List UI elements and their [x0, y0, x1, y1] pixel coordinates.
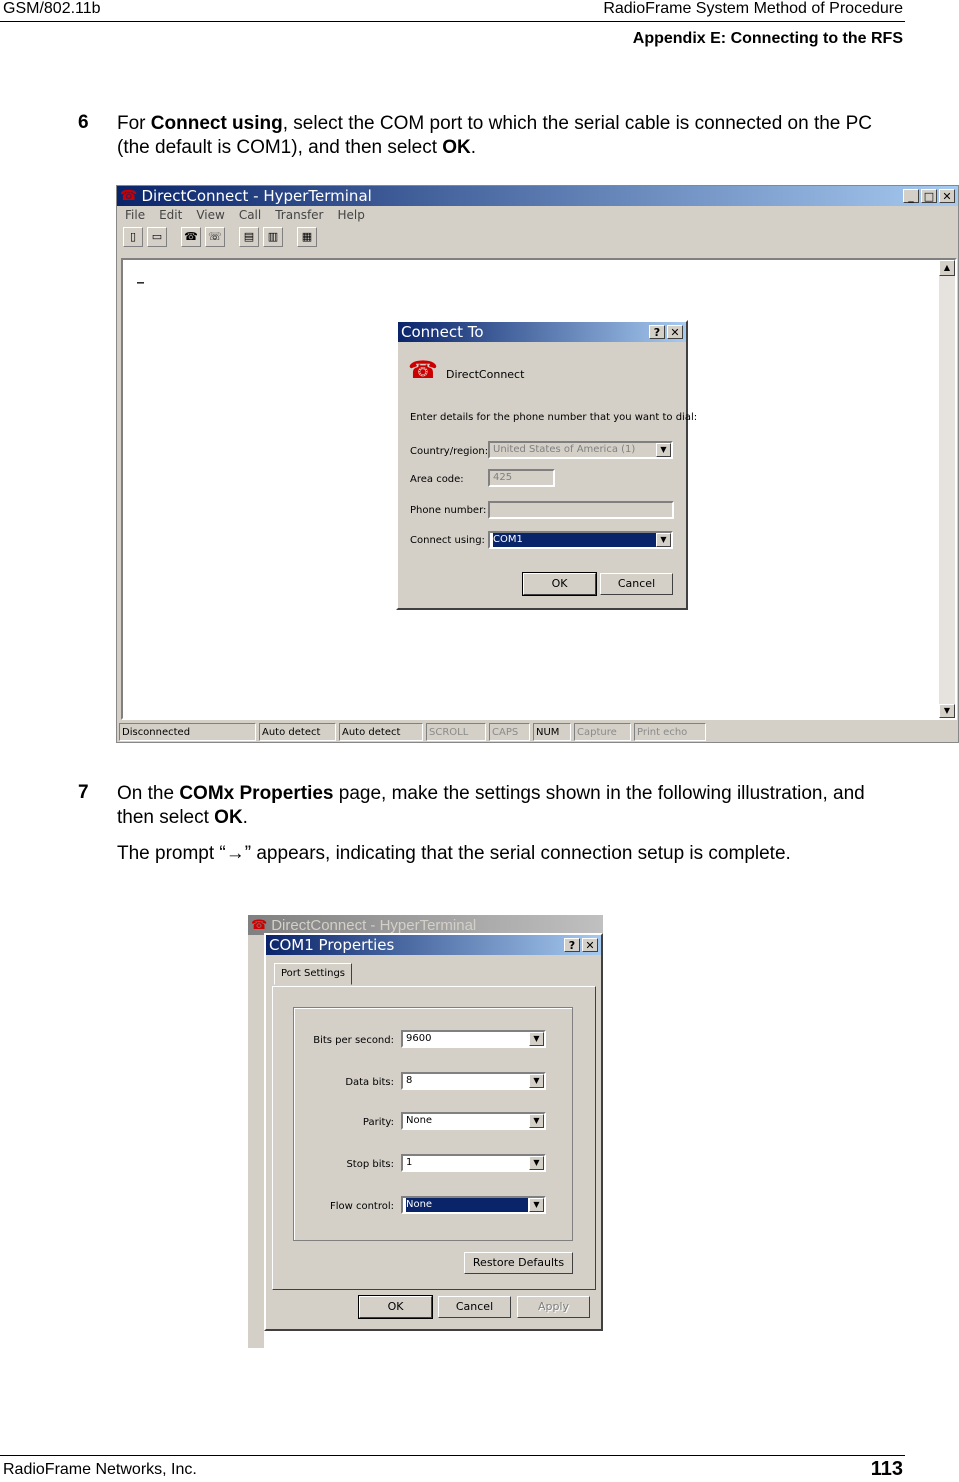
com1-screenshot	[248, 915, 603, 1348]
step-7-mid: page, make the settings shown in the following illustration, and then select	[117, 783, 865, 828]
background-hyperterminal-titlebar	[248, 915, 603, 935]
terminal-cursor: _	[137, 268, 144, 284]
tab-port-settings[interactable]: Port Settings	[274, 963, 352, 985]
status-print-echo: Print echo	[634, 723, 706, 741]
terminal-scrollbar[interactable]	[939, 260, 955, 718]
dialog-close-button[interactable]: ✕	[667, 325, 683, 339]
country-value: United States of America (1)	[493, 444, 636, 455]
hyperterminal-window	[116, 185, 959, 743]
hyperterminal-title: DirectConnect - HyperTerminal	[141, 187, 372, 205]
chevron-down-icon[interactable]: ▼	[529, 1156, 544, 1170]
status-autodetect-2: Auto detect	[339, 723, 423, 741]
help-button[interactable]: ?	[564, 938, 580, 952]
properties-icon[interactable]: ▦	[297, 227, 317, 247]
connection-name: DirectConnect	[446, 368, 525, 381]
connect-to-titlebar	[398, 322, 686, 342]
hyperterminal-titlebar	[117, 186, 958, 206]
toolbar	[117, 224, 958, 250]
maximize-button[interactable]: □	[921, 189, 937, 203]
dialog-prompt: Enter details for the phone number that you want to dial:	[410, 412, 698, 423]
send-icon[interactable]: ▤	[239, 227, 259, 247]
connect-icon[interactable]: ☎	[181, 227, 201, 247]
menu-file[interactable]: File	[125, 208, 146, 222]
step-7-number: 7	[78, 782, 89, 803]
status-bar	[119, 723, 957, 742]
phone-icon: ☎	[251, 917, 268, 932]
receive-icon[interactable]: ▥	[263, 227, 283, 247]
data-bits-label: Data bits:	[345, 1077, 394, 1088]
phone-number-label: Phone number:	[410, 505, 487, 516]
step-6-pre: For	[117, 113, 151, 134]
chevron-down-icon[interactable]: ▼	[529, 1074, 544, 1088]
header-rule	[0, 21, 905, 22]
flow-control-select[interactable]	[401, 1196, 546, 1214]
status-capture: Capture	[574, 723, 631, 741]
step-7-ok: OK	[214, 807, 243, 828]
phone-icon: ☎	[120, 188, 138, 204]
minimize-button[interactable]: _	[903, 189, 919, 203]
step-7-prompt-note: The prompt “→” appears, indicating that the serial connection setup is complete.	[117, 843, 791, 864]
step-6-mid: , select the COM port to which the serial cable is connected on the PC (the default is COM1), and then select	[117, 113, 873, 158]
connect-using-select[interactable]	[488, 531, 673, 549]
scroll-up-icon[interactable]: ▲	[939, 260, 955, 276]
step-6-post: .	[470, 137, 477, 158]
header-doc-title: RadioFrame System Method of Procedure	[603, 0, 903, 17]
background-hyperterminal-title: DirectConnect - HyperTerminal	[271, 916, 477, 934]
scroll-down-icon[interactable]: ▼	[939, 704, 955, 718]
chevron-down-icon[interactable]: ▼	[529, 1114, 544, 1128]
country-select[interactable]	[488, 441, 673, 459]
help-button[interactable]: ?	[649, 325, 665, 339]
step-6-ok: OK	[442, 137, 471, 158]
step-6-term: Connect using	[150, 113, 283, 134]
parity-select[interactable]	[401, 1112, 546, 1130]
data-bits-select[interactable]	[401, 1072, 546, 1090]
com1-titlebar	[266, 935, 601, 955]
dialog-close-button[interactable]: ✕	[582, 938, 598, 952]
bits-per-second-value: 9600	[406, 1033, 432, 1044]
header-doc-id: GSM/802.11b	[3, 0, 101, 17]
menu-transfer[interactable]: Transfer	[275, 208, 324, 222]
stop-bits-select[interactable]	[401, 1154, 546, 1172]
status-scroll: SCROLL	[426, 723, 486, 741]
menu-bar	[117, 206, 958, 224]
cancel-button[interactable]: Cancel	[600, 573, 673, 595]
ok-button[interactable]: OK	[359, 1296, 432, 1318]
step-7-text	[117, 782, 897, 830]
menu-help[interactable]: Help	[337, 208, 365, 222]
parity-label: Parity:	[362, 1117, 394, 1128]
cancel-button[interactable]: Cancel	[438, 1296, 511, 1318]
header-section: Appendix E: Connecting to the RFS	[632, 30, 903, 47]
port-settings-group	[293, 1007, 573, 1241]
disconnect-icon[interactable]: ☏	[205, 227, 225, 247]
chevron-down-icon[interactable]: ▼	[656, 443, 671, 457]
menu-edit[interactable]: Edit	[159, 208, 183, 222]
step-6-number: 6	[78, 112, 89, 133]
step-7-term: COMx Properties	[179, 783, 334, 804]
open-icon[interactable]: ▭	[147, 227, 167, 247]
connect-using-value: COM1	[493, 533, 656, 547]
footer-company: RadioFrame Networks, Inc.	[3, 1461, 197, 1478]
connection-phone-icon: ☎	[408, 356, 438, 384]
bits-per-second-label: Bits per second:	[313, 1035, 394, 1046]
phone-number-field[interactable]	[488, 501, 674, 519]
new-icon[interactable]: ▯	[123, 227, 143, 247]
stop-bits-value: 1	[406, 1157, 413, 1168]
footer-rule	[0, 1455, 905, 1456]
flow-control-value: None	[406, 1198, 528, 1212]
menu-view[interactable]: View	[196, 208, 225, 222]
country-label: Country/region:	[410, 446, 489, 457]
restore-defaults-button[interactable]: Restore Defaults	[464, 1252, 573, 1274]
apply-button[interactable]: Apply	[517, 1296, 590, 1318]
status-caps: CAPS	[489, 723, 530, 741]
bits-per-second-select[interactable]	[401, 1030, 546, 1048]
flow-control-label: Flow control:	[329, 1201, 394, 1212]
data-bits-value: 8	[406, 1075, 413, 1086]
background-window-edge	[248, 935, 264, 1348]
tab-panel	[272, 986, 596, 1290]
chevron-down-icon[interactable]: ▼	[529, 1032, 544, 1046]
area-code-field[interactable]: 425	[488, 469, 555, 487]
status-autodetect-1: Auto detect	[259, 723, 336, 741]
menu-call[interactable]: Call	[238, 208, 262, 222]
connect-to-title: Connect To	[401, 323, 484, 341]
close-button[interactable]: ✕	[939, 189, 955, 203]
page-number: 113	[870, 1458, 903, 1480]
stop-bits-label: Stop bits:	[346, 1159, 394, 1170]
step-6-text	[117, 112, 897, 160]
com1-title: COM1 Properties	[269, 936, 395, 954]
connect-to-dialog	[396, 320, 698, 610]
ok-button[interactable]: OK	[523, 573, 596, 595]
chevron-down-icon[interactable]: ▼	[656, 533, 671, 547]
connect-using-label: Connect using:	[410, 535, 485, 546]
status-connection: Disconnected	[119, 723, 256, 741]
com1-properties-dialog	[264, 933, 603, 1331]
area-code-label: Area code:	[410, 474, 464, 485]
parity-value: None	[406, 1115, 433, 1126]
step-7-pre: On the	[117, 783, 180, 804]
step-7-post: .	[242, 807, 248, 828]
chevron-down-icon[interactable]: ▼	[529, 1198, 544, 1212]
status-num: NUM	[533, 723, 571, 741]
